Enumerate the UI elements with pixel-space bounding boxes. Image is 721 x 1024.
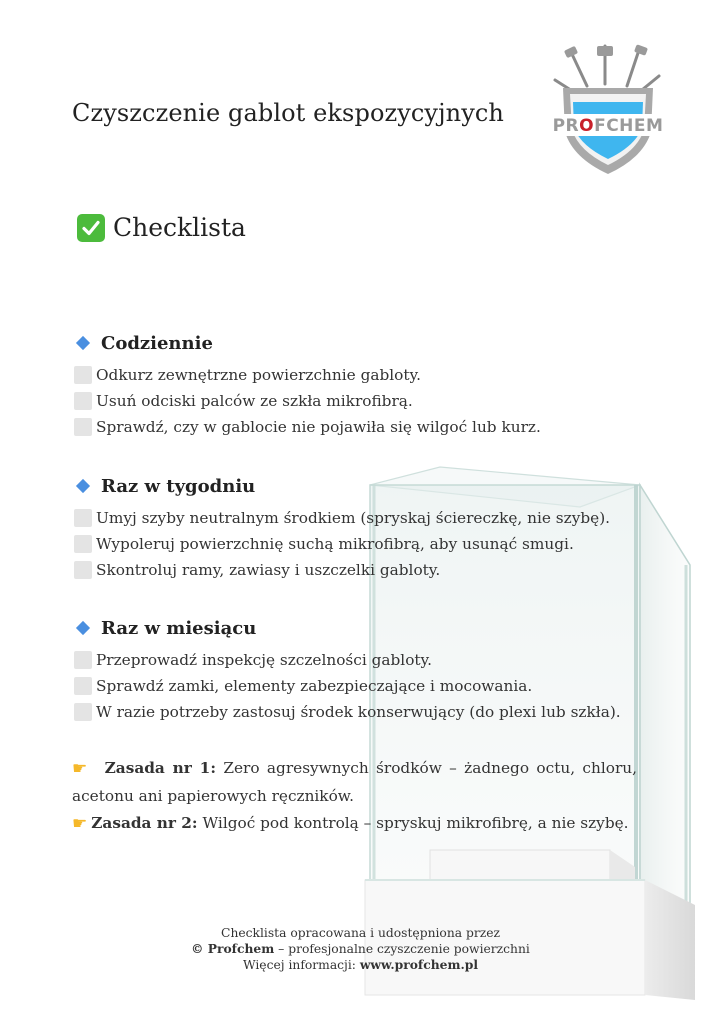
footer-tagline: – profesjonalne czyszczenie powierzchni — [274, 942, 530, 956]
checklist-item-text: Odkurz zewnętrzne powierzchnie gabloty. — [96, 366, 421, 384]
rule-1 — [72, 755, 637, 810]
section-monthly — [74, 615, 654, 725]
checklist-item-text: W razie potrzeby zastosuj środek konserwujący (do plexi lub szkła). — [96, 703, 621, 721]
checklist-item-text: Usuń odciski palców ze szkła mikrofibrą. — [96, 392, 413, 410]
checklist-item-text: Umyj szyby neutralnym środkiem (spryskaj ściereczkę, nie szybę). — [96, 509, 611, 527]
small-blue-diamond-icon — [76, 479, 90, 493]
checklist-item — [74, 531, 654, 557]
check-mark-button-icon — [77, 214, 105, 242]
checkbox[interactable] — [74, 677, 92, 695]
rule-label: Zasada nr 2: — [91, 814, 198, 832]
checklist-item — [74, 388, 654, 414]
section-title: Codziennie — [101, 332, 213, 354]
section-header — [74, 615, 654, 641]
profchem-logo — [543, 40, 673, 180]
rule-2 — [72, 810, 637, 838]
checkbox[interactable] — [74, 703, 92, 721]
checkbox[interactable] — [74, 561, 92, 579]
checklist-item — [74, 557, 654, 583]
checklist-item — [74, 673, 654, 699]
checklist-item — [74, 414, 654, 440]
footer-more-info-label: Więcej informacji: — [242, 958, 360, 972]
section-weekly — [74, 473, 654, 583]
checklist-item-text: Wypoleruj powierzchnię suchą mikrofibrą, aby usunąć smugi. — [96, 535, 574, 553]
small-blue-diamond-icon — [76, 336, 90, 350]
checkbox[interactable] — [74, 509, 92, 527]
checkbox[interactable] — [74, 418, 92, 436]
document-title: Czyszczenie gablot ekspozycyjnych — [72, 99, 504, 127]
rules-block — [72, 755, 637, 838]
rule-label: Zasada nr 1: — [104, 759, 216, 777]
footer-line-1: Checklista opracowana i udostępniona przez — [221, 926, 500, 940]
checklist-item — [74, 505, 654, 531]
section-header — [74, 330, 654, 356]
footer-website-link[interactable]: www.profchem.pl — [359, 957, 479, 972]
footer-line-3 — [0, 957, 721, 973]
checkbox[interactable] — [74, 535, 92, 553]
rule-text: Wilgoć pod kontrolą – spryskuj mikrofibrę, a nie szybę. — [202, 814, 629, 832]
footer-brand: © Profchem — [191, 941, 275, 956]
section-title: Raz w miesiącu — [101, 617, 257, 639]
pointing-hand-icon: ☛ — [72, 759, 88, 779]
pointing-hand-icon: ☛ — [72, 814, 88, 834]
small-blue-diamond-icon — [76, 621, 90, 635]
svg-text:PROFCHEM: PROFCHEM — [552, 116, 664, 136]
checklist-heading — [77, 213, 246, 242]
rule-text: Zero agresywnych środków – żadnego octu, chloru, acetonu ani papierowych ręczników. — [72, 759, 637, 805]
checkbox[interactable] — [74, 392, 92, 410]
checklist-item — [74, 362, 654, 388]
section-daily — [74, 330, 654, 440]
checklist-item-text: Sprawdź, czy w gablocie nie pojawiła się wilgoć lub kurz. — [96, 418, 541, 436]
checklist-heading-text: Checklista — [113, 213, 246, 242]
checkbox[interactable] — [74, 366, 92, 384]
checkbox[interactable] — [74, 651, 92, 669]
checklist-item — [74, 699, 654, 725]
footer — [0, 925, 721, 973]
checklist-item — [74, 647, 654, 673]
checklist-item-text: Sprawdź zamki, elementy zabezpieczające i mocowania. — [96, 677, 533, 695]
checklist-item-text: Skontroluj ramy, zawiasy i uszczelki gabloty. — [96, 561, 441, 579]
checklist-item-text: Przeprowadź inspekcję szczelności gabloty. — [96, 651, 433, 669]
section-header — [74, 473, 654, 499]
footer-line-2 — [0, 941, 721, 957]
section-title: Raz w tygodniu — [101, 475, 256, 497]
